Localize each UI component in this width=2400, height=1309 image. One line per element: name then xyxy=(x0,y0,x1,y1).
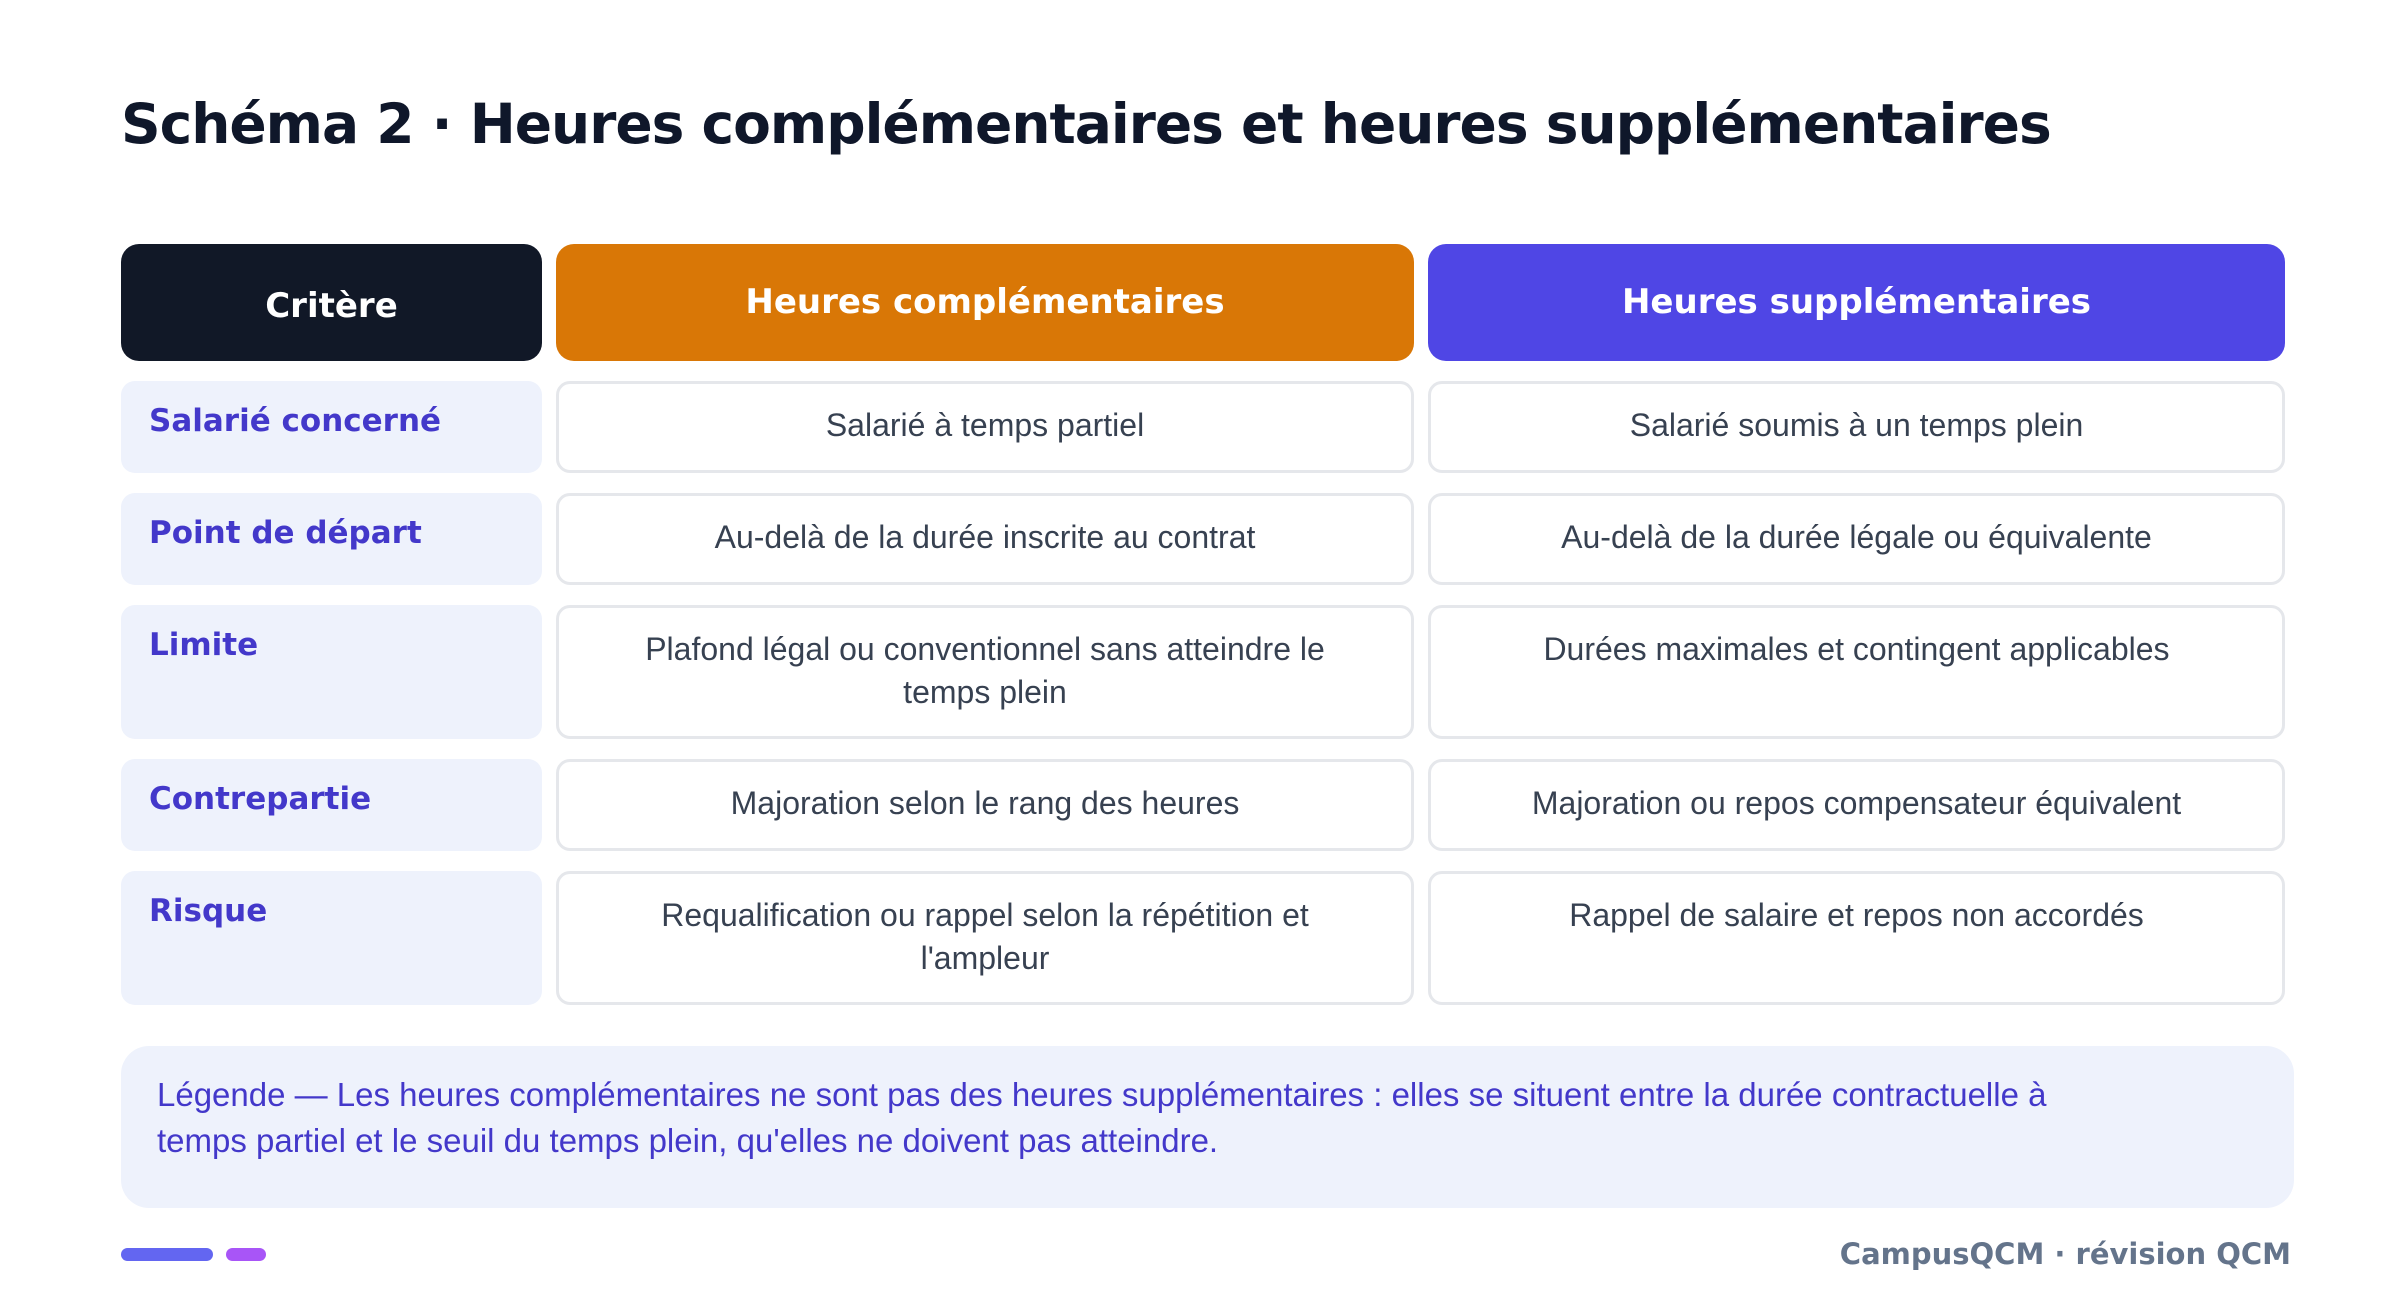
row-label: Point de départ xyxy=(121,493,542,585)
comparison-table xyxy=(121,244,2285,1005)
row-label: Risque xyxy=(121,871,542,1005)
row-label: Salarié concerné xyxy=(121,381,542,473)
header-complementary: Heures complémentaires xyxy=(556,244,1414,361)
supplementary-cell: Au-delà de la durée légale ou équivalente xyxy=(1428,493,2285,585)
supplementary-cell: Majoration ou repos compensateur équivalent xyxy=(1428,759,2285,851)
accent-bar-secondary xyxy=(226,1248,266,1261)
complementary-cell: Salarié à temps partiel xyxy=(556,381,1414,473)
supplementary-cell: Rappel de salaire et repos non accordés xyxy=(1428,871,2285,1005)
complementary-cell: Majoration selon le rang des heures xyxy=(556,759,1414,851)
header-supplementary: Heures supplémentaires xyxy=(1428,244,2285,361)
row-label: Limite xyxy=(121,605,542,739)
footer-credit: CampusQCM · révision QCM xyxy=(1839,1237,2291,1271)
header-criteria: Critère xyxy=(121,244,542,361)
legend-box xyxy=(121,1046,2294,1208)
supplementary-cell: Salarié soumis à un temps plein xyxy=(1428,381,2285,473)
complementary-cell: Requalification ou rappel selon la répétition et l'ampleur xyxy=(556,871,1414,1005)
complementary-cell: Au-delà de la durée inscrite au contrat xyxy=(556,493,1414,585)
accent-bar-primary xyxy=(121,1248,213,1261)
complementary-cell: Plafond légal ou conventionnel sans atteindre le temps plein xyxy=(556,605,1414,739)
row-label: Contrepartie xyxy=(121,759,542,851)
supplementary-cell: Durées maximales et contingent applicables xyxy=(1428,605,2285,739)
page-title: Schéma 2 · Heures complémentaires et heures supplémentaires xyxy=(121,92,2051,156)
legend-text: Légende — Les heures complémentaires ne sont pas des heures supplémentaires : elles se situent entre la durée contractuelle à temps partiel et le seuil du temps plein, qu'elles ne doivent pas atteindre. xyxy=(157,1076,2047,1159)
